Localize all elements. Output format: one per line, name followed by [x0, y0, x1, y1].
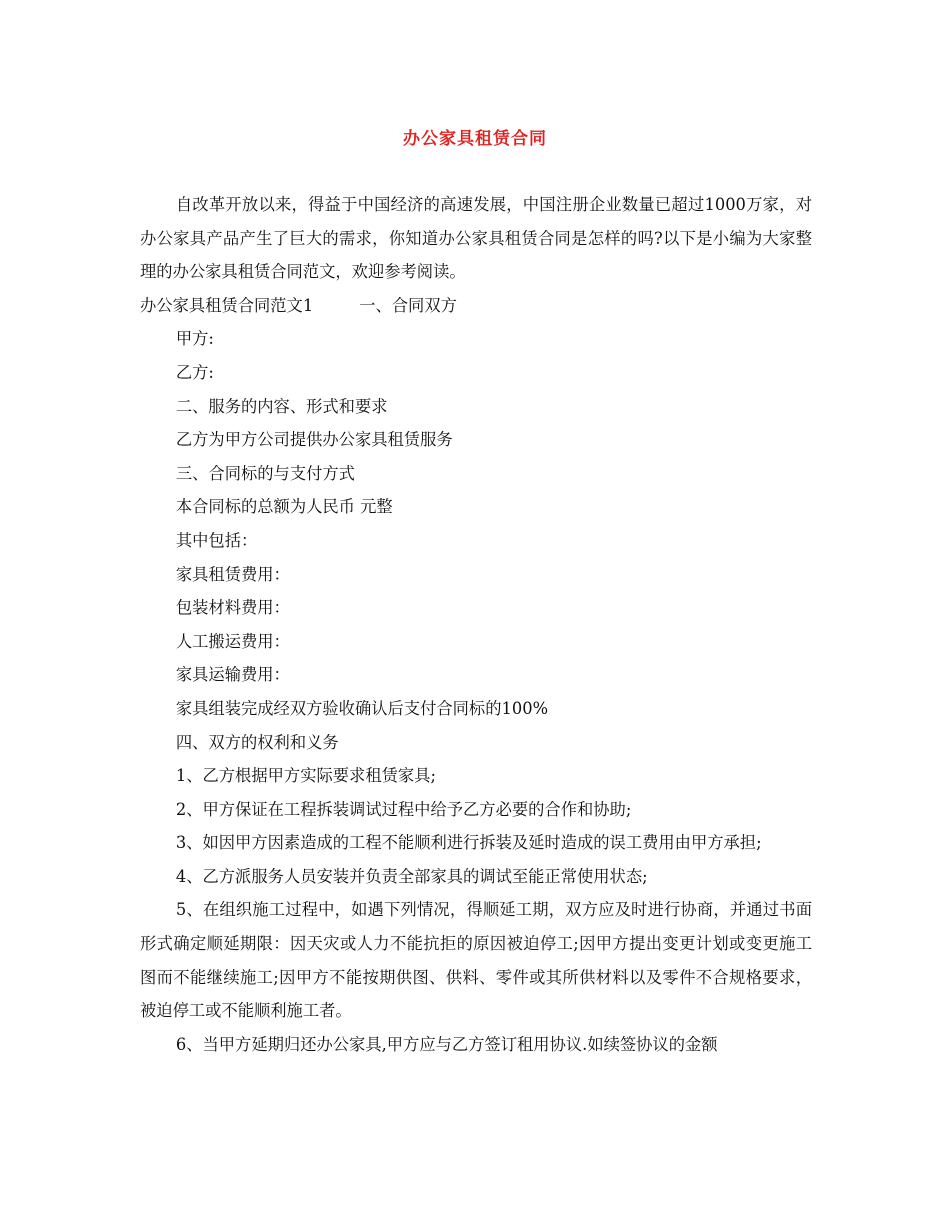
document-title: 办公家具租赁合同: [403, 129, 547, 149]
clause-text: 其中包括：: [175, 530, 258, 550]
fee-line: 人工搬运费用：: [175, 631, 290, 651]
clause-text: 家具组装完成经双方验收确认后支付合同标的100%: [175, 698, 549, 718]
clause-text: 乙方为甲方公司提供办公家具租赁服务: [175, 430, 453, 450]
section-heading-first-clause: 一、合同双方: [359, 295, 457, 315]
obligation-item: 6、当甲方延期归还办公家具,甲方应与乙方签订租用协议.如续签协议的金额: [175, 1034, 718, 1054]
intro-paragraph: 自改革开放以来，得益于中国经济的高速发展，中国注册企业数量已超过1000万家，对办公家具产品产生了巨大的需求，你知道办公家具租赁合同是怎样的吗?以下是小编为大家整理的办公家具租赁合同范文，欢迎参考阅读。: [140, 195, 812, 282]
clause-text: 本合同标的总额为人民币 元整: [175, 497, 393, 517]
party-a-line: 甲方:: [175, 329, 214, 349]
obligation-item: 1、乙方根据甲方实际要求租赁家具;: [175, 766, 436, 786]
fee-line: 家具运输费用：: [175, 665, 290, 685]
clause-heading-2: 二、服务的内容、形式和要求: [175, 396, 388, 416]
clause-heading-3: 三、合同标的与支付方式: [175, 463, 355, 483]
section-heading: [140, 289, 812, 323]
document-body: [140, 188, 812, 1061]
clause-heading-4: 四、双方的权利和义务: [175, 732, 339, 752]
fee-line: 家具租赁费用：: [175, 564, 290, 584]
obligation-item: 5、在组织施工过程中，如遇下列情况，得顺延工期，双方应及时进行协商，并通过书面形式确定顺延期限：因天灾或人力不能抗拒的原因被迫停工;因甲方提出变更计划或变更施工图而不能继续施工;因甲方不能按期供图、供料、零件或其所供材料以及零件不合规格要求，被迫停工或不能顺利施工者。: [140, 900, 812, 1021]
section-heading-title: 办公家具租赁合同范文1: [140, 295, 314, 315]
obligation-item: 3、如因甲方因素造成的工程不能顺利进行拆装及延时造成的误工费用由甲方承担;: [175, 833, 762, 853]
fee-line: 包装材料费用：: [175, 598, 290, 618]
obligation-item: 2、甲方保证在工程拆装调试过程中给予乙方必要的合作和协助;: [175, 799, 632, 819]
party-b-line: 乙方:: [175, 362, 214, 382]
obligation-item: 4、乙方派服务人员安装并负责全部家具的调试至能正常使用状态;: [175, 866, 648, 886]
